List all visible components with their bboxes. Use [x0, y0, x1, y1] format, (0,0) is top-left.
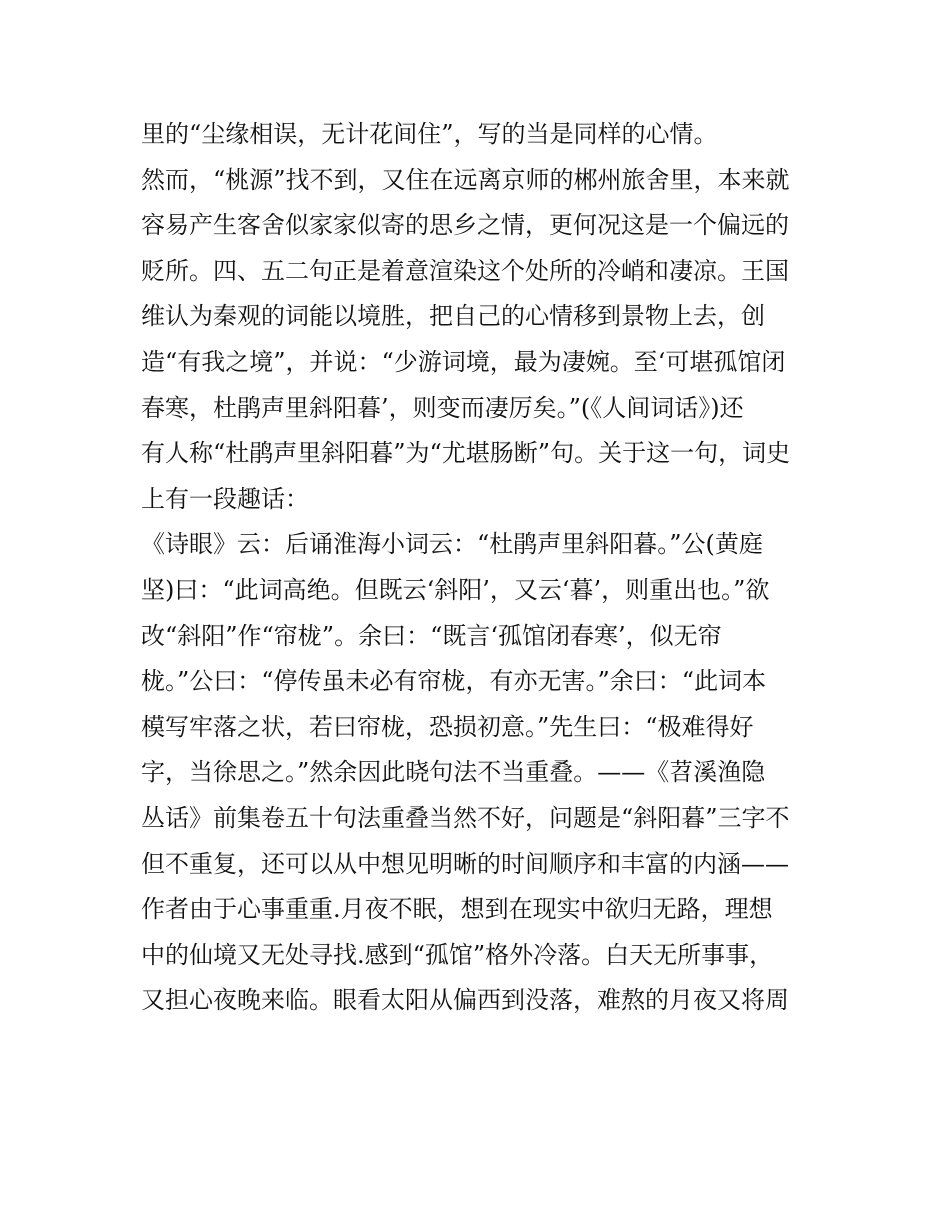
text-line-5: 维认为秦观的词能以境胜，把自己的心情移到景物上去，创 [141, 302, 765, 331]
text-line-10: 《诗眼》云：后诵淮海小词云：“杜鹃声里斜阳暮。”公(黄庭 [141, 530, 763, 559]
text-line-9: 上有一段趣话： [141, 484, 309, 513]
body-text [141, 112, 821, 1024]
text-line-15: 字，当徐思之。”然余因此晓句法不当重叠。——《苕溪渔隐 [141, 758, 766, 787]
text-line-13: 栊。”公曰：“停传虽未必有帘栊，有亦无害。”余曰：“此词本 [141, 667, 767, 696]
text-line-12: 改“斜阳”作“帘栊”。余曰：“既言‘孤馆闭春寒’，似无帘 [141, 621, 722, 650]
text-line-8: 有人称“杜鹃声里斜阳暮”为“尤堪肠断”句。关于这一句，词史 [141, 439, 791, 468]
text-line-20: 又担心夜晚来临。眼看太阳从偏西到没落，难熬的月夜又将周 [141, 986, 789, 1015]
text-line-16: 丛话》前集卷五十句法重叠当然不好，问题是“斜阳暮”三字不 [141, 803, 790, 832]
text-line-14: 模写牢落之状，若曰帘栊，恐损初意。”先生曰：“极难得好 [141, 712, 754, 741]
text-line-11: 坚)曰：“此词高绝。但既云‘斜阳’，又云‘暮’，则重出也。”欲 [141, 575, 770, 604]
text-line-18: 作者由于心事重重.月夜不眠，想到在现实中欲归无路，理想 [141, 895, 773, 924]
text-line-4: 贬所。四、五二句正是着意渲染这个处所的冷峭和凄凉。王国 [141, 256, 789, 285]
text-line-17: 但不重复，还可以从中想见明晰的时间顺序和丰富的内涵—— [141, 849, 789, 878]
text-line-2: 然而，“桃源”找不到，又住在远离京师的郴州旅舍里，本来就 [141, 165, 790, 194]
text-line-1: 里的“尘缘相误，无计花间住”，写的当是同样的心情。 [141, 120, 718, 148]
text-line-19: 中的仙境又无处寻找.感到“孤馆”格外冷落。白天无所事事， [141, 940, 774, 969]
text-line-7: 春寒，杜鹃声里斜阳暮’，则变而凄厉矣。”(《人间词话》)还 [141, 393, 744, 422]
text-line-6: 造“有我之境”，并说：“少游词境，最为凄婉。至‘可堪孤馆闭 [141, 347, 786, 376]
text-line-3: 容易产生客舍似家家似寄的思乡之情，更何况这是一个偏远的 [141, 211, 789, 240]
